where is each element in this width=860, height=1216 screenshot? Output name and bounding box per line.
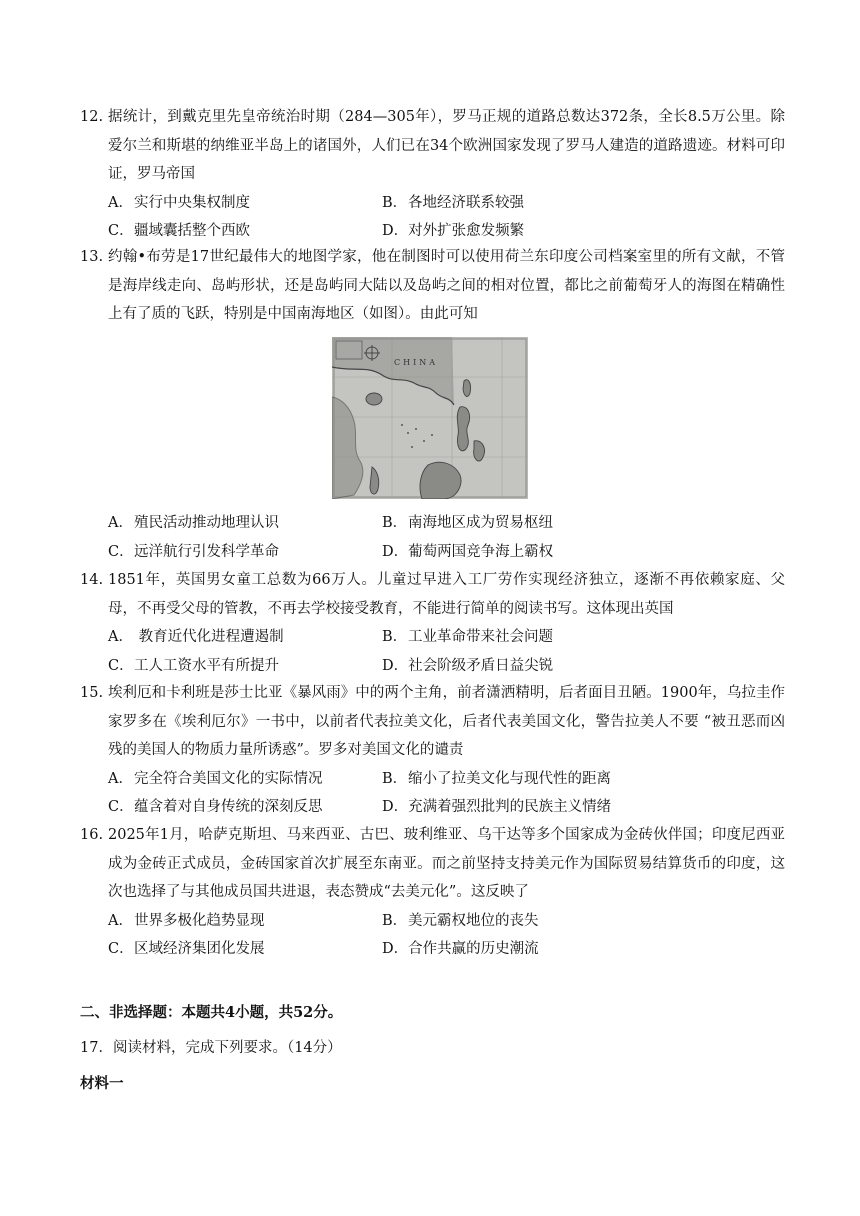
option-d[interactable]: D．合作共赢的历史潮流 xyxy=(382,941,539,957)
question-13-options xyxy=(80,509,785,566)
map-label-china: CHINA xyxy=(394,358,439,367)
option-b[interactable]: B．各地经济联系较强 xyxy=(382,194,524,211)
question-13 xyxy=(80,243,785,329)
option-a[interactable]: A． 教育近代化进程遭遏制 xyxy=(108,629,284,645)
option-d[interactable]: D．充满着强烈批判的民族主义情绪 xyxy=(382,799,612,815)
option-c[interactable]: C．区域经济集团化发展 xyxy=(108,941,265,957)
options-row-1 xyxy=(108,765,785,794)
question-stem: 约翰•布劳是17世纪最伟大的地图学家，他在制图时可以使用荷兰东印度公司档案室里的所有文献，不管是海岸线走向、岛屿形状，还是岛屿同大陆以及岛屿之间的相对位置，都比之前葡萄牙人的海图在精确性上有了质的飞跃，特别是中国南海地区（如图）。由此可知 xyxy=(108,249,785,322)
options-row-2 xyxy=(108,652,785,681)
option-d[interactable]: D．葡萄两国竞争海上霸权 xyxy=(382,543,554,560)
option-c[interactable]: C．远洋航行引发科学革命 xyxy=(108,543,279,560)
question-17-stem: 17．阅读材料，完成下列要求。（14分） xyxy=(80,1040,342,1056)
options-row-1 xyxy=(108,907,785,936)
option-b[interactable]: B．美元霸权地位的丧失 xyxy=(382,912,539,929)
option-c[interactable]: C．疆域囊括整个西欧 xyxy=(108,223,250,239)
options-row-2 xyxy=(108,217,785,246)
question-number: 12. xyxy=(80,109,104,125)
question-14 xyxy=(80,566,785,680)
question-stem: 2025年1月，哈萨克斯坦、马来西亚、古巴、玻利维亚、乌干达等多个国家成为金砖伙伴国；印度尼西亚成为金砖正式成员，金砖国家首次扩展至东南亚。而之前坚持支持美元作为国际贸易结算货币的印度，这次也选择了与其他成员国共进退，表态赞成“去美元化”。这反映了 xyxy=(108,827,785,900)
question-number: 13. xyxy=(80,249,104,265)
option-a[interactable]: A．完全符合美国文化的实际情况 xyxy=(108,770,323,787)
option-a[interactable]: A．世界多极化趋势显现 xyxy=(108,912,265,929)
question-number: 15. xyxy=(80,685,104,701)
question-15 xyxy=(80,679,785,822)
option-c[interactable]: C．工人工资水平有所提升 xyxy=(108,657,279,674)
option-b[interactable]: B．工业革命带来社会问题 xyxy=(382,629,553,645)
options-row-1 xyxy=(108,509,785,538)
option-a[interactable]: A．实行中央集权制度 xyxy=(108,194,250,211)
options-row-2 xyxy=(108,935,785,964)
question-16 xyxy=(80,821,785,964)
options-row-2 xyxy=(108,793,785,822)
section-heading: 二、非选择题：本题共4小题，共52分。 xyxy=(80,1004,343,1021)
option-b[interactable]: B．缩小了拉美文化与现代性的距离 xyxy=(382,770,611,787)
question-stem: 埃利厄和卡利班是莎士比亚《暴风雨》中的两个主角，前者潇洒精明，后者面目丑陋。1900年，乌拉圭作家罗多在《埃利厄尔》一书中，以前者代表拉美文化，后者代表美国文化，警告拉美人不要 “被丑恶而凶残的美国人的物质力量所诱惑”。罗多对美国文化的谴责 xyxy=(108,685,785,758)
options-row-2 xyxy=(108,538,785,567)
question-stem: 1851年，英国男女童工总数为66万人。儿童过早进入工厂劳作实现经济独立，逐渐不再依赖家庭、父母，不再受父母的管教，不再去学校接受教育，不能进行简单的阅读书写。这体现出英国 xyxy=(108,572,785,617)
option-d[interactable]: D．社会阶级矛盾日益尖锐 xyxy=(382,657,554,674)
options-row-1 xyxy=(108,623,785,652)
option-b[interactable]: B．南海地区成为贸易枢纽 xyxy=(382,515,553,531)
question-number: 14. xyxy=(80,572,104,588)
question-stem: 据统计，到戴克里先皇帝统治时期（284—305年），罗马正规的道路总数达372条，全长8.5万公里。除爱尔兰和斯堪的纳维亚半岛上的诸国外，人们已在34个欧洲国家发现了罗马人建造的道路遗迹。材料可印证，罗马帝国 xyxy=(108,109,785,182)
option-c[interactable]: C．蕴含着对自身传统的深刻反思 xyxy=(108,799,323,815)
options-row-1 xyxy=(108,189,785,218)
south-china-sea-map-image xyxy=(332,337,528,499)
question-number: 16. xyxy=(80,827,104,843)
option-a[interactable]: A．殖民活动推动地理认识 xyxy=(108,515,279,531)
material-heading: 材料一 xyxy=(80,1075,124,1092)
option-d[interactable]: D．对外扩张愈发频繁 xyxy=(382,223,525,239)
question-12 xyxy=(80,103,785,246)
